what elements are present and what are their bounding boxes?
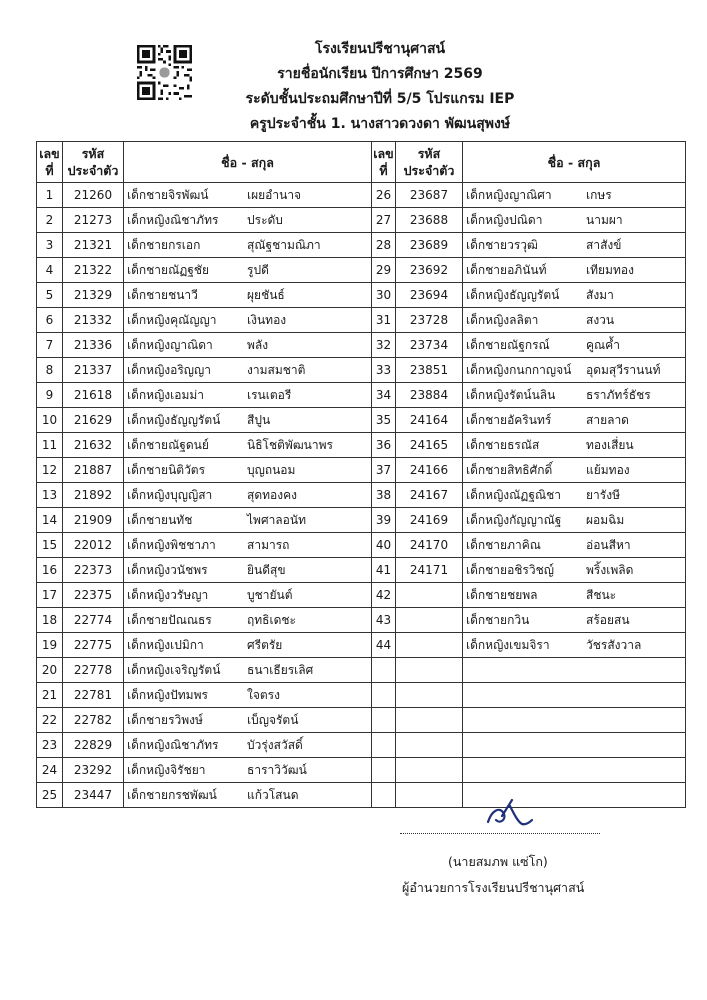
student-id: 23447 [63, 783, 124, 808]
row-number: 15 [37, 533, 63, 558]
first-name: เด็กหญิงณัฏฐณิชา [466, 487, 561, 502]
last-name: แย้มทอง [586, 462, 630, 477]
school-name: โรงเรียนปรีชานุศาสน์ [314, 41, 446, 57]
row-number [372, 783, 396, 808]
row-number: 43 [372, 608, 396, 633]
row-number: 32 [372, 333, 396, 358]
last-name: คูณค้ำ [586, 337, 620, 352]
first-name: เด็กชายกรเอก [127, 237, 201, 252]
table-row [37, 383, 686, 408]
first-name: เด็กชายรวิพงษ์ [127, 712, 203, 727]
last-name: อ่อนสีหา [586, 537, 631, 552]
first-name: เด็กหญิงปัทมพร [127, 687, 208, 702]
table-row [37, 308, 686, 333]
last-name: อุดมสุวีรานนท์ [586, 362, 661, 377]
student-id: 22373 [63, 558, 124, 583]
column-header-name: ชื่อ - สกุล [124, 142, 372, 183]
student-id: 22781 [63, 683, 124, 708]
last-name: พริ้งเพลิด [586, 562, 634, 577]
student-id: 21321 [63, 233, 124, 258]
row-number: 11 [37, 433, 63, 458]
row-number: 29 [372, 258, 396, 283]
last-name: งามสมชาติ [247, 362, 306, 377]
student-id [396, 633, 463, 658]
student-id [396, 583, 463, 608]
row-number: 31 [372, 308, 396, 333]
student-id: 24170 [396, 533, 463, 558]
last-name: พลัง [247, 337, 269, 352]
last-name: เงินทอง [247, 312, 287, 327]
row-number: 28 [372, 233, 396, 258]
first-name: เด็กชายวรวุฒิ [466, 237, 538, 252]
last-name: นิธิโชติพัฒนาพร [247, 437, 333, 452]
student-name [463, 483, 686, 508]
last-name: ยินดีสุข [247, 562, 286, 577]
first-name: เด็กหญิงธัญญรัตน์ [127, 412, 221, 427]
student-name [463, 183, 686, 208]
student-name [124, 183, 372, 208]
student-name [124, 308, 372, 333]
student-id: 22375 [63, 583, 124, 608]
class-level: ระดับชั้นประถมศึกษาปีที่ 5/5 โปรแกรม IEP [245, 91, 515, 107]
student-name [124, 333, 372, 358]
student-id: 21273 [63, 208, 124, 233]
first-name: เด็กหญิงกัญญาณัฐ [466, 512, 562, 527]
row-number: 4 [37, 258, 63, 283]
first-name: เด็กหญิงญาณิดา [127, 337, 213, 352]
table-row [37, 233, 686, 258]
student-id: 21337 [63, 358, 124, 383]
document-header [180, 37, 580, 137]
first-name: เด็กชายสิทธิศักดิ์ [466, 462, 553, 477]
row-number: 2 [37, 208, 63, 233]
student-id [396, 683, 463, 708]
table-header-row [37, 142, 686, 183]
first-name: เด็กชายณัฏฐชัย [127, 262, 210, 277]
student-name [124, 458, 372, 483]
student-name [124, 483, 372, 508]
student-name [463, 708, 686, 733]
first-name: เด็กหญิงเขมจิรา [466, 637, 550, 652]
student-id: 24169 [396, 508, 463, 533]
column-header-name: ชื่อ - สกุล [463, 142, 686, 183]
first-name: เด็กหญิงรัตน์นลิน [466, 387, 556, 402]
student-name [124, 358, 372, 383]
first-name: เด็กชายชยพล [466, 587, 538, 602]
row-number: 19 [37, 633, 63, 658]
first-name: เด็กหญิงปณิดา [466, 212, 543, 227]
student-id: 23692 [396, 258, 463, 283]
first-name: เด็กชายนิติวัตร [127, 462, 206, 477]
first-name: เด็กชายปัณณธร [127, 612, 212, 627]
row-number [372, 733, 396, 758]
student-name [124, 408, 372, 433]
student-id [396, 783, 463, 808]
last-name: สุดทองคง [247, 487, 297, 502]
last-name: ทองเสี่ยน [586, 437, 634, 452]
student-name [463, 333, 686, 358]
first-name: เด็กหญิงเจริญรัตน์ [127, 662, 221, 677]
last-name: ศรีตรัย [247, 637, 283, 652]
table-row [37, 783, 686, 808]
row-number: 13 [37, 483, 63, 508]
student-name [124, 533, 372, 558]
first-name: เด็กหญิงณิชาภัทร [127, 212, 219, 227]
student-id: 21618 [63, 383, 124, 408]
first-name: เด็กหญิงเปมิกา [127, 637, 204, 652]
student-id: 21260 [63, 183, 124, 208]
last-name: รูปดี [247, 262, 269, 277]
table-row [37, 583, 686, 608]
table-row [37, 258, 686, 283]
student-id: 21329 [63, 283, 124, 308]
row-number: 21 [37, 683, 63, 708]
row-number: 9 [37, 383, 63, 408]
row-number [372, 758, 396, 783]
row-number: 36 [372, 433, 396, 458]
student-id: 22775 [63, 633, 124, 658]
last-name: แก้วโสนด [247, 787, 299, 802]
first-name: เด็กชายณัฐดนย์ [127, 437, 209, 452]
student-name [463, 408, 686, 433]
student-id: 23687 [396, 183, 463, 208]
first-name: เด็กหญิงวรัษญา [127, 587, 209, 602]
table-row [37, 458, 686, 483]
table-row [37, 208, 686, 233]
last-name: เบ็ญจรัตน์ [247, 712, 299, 727]
student-id [396, 658, 463, 683]
student-id: 21336 [63, 333, 124, 358]
row-number: 40 [372, 533, 396, 558]
row-number: 27 [372, 208, 396, 233]
last-name: เผยอำนาจ [247, 187, 302, 202]
row-number: 42 [372, 583, 396, 608]
last-name: สาสังข์ [586, 237, 622, 252]
row-number: 22 [37, 708, 63, 733]
last-name: สีปูน [247, 412, 271, 427]
student-id: 24164 [396, 408, 463, 433]
last-name: ธนาเธียรเลิศ [247, 662, 314, 677]
student-id [396, 733, 463, 758]
student-name [463, 533, 686, 558]
student-id: 23688 [396, 208, 463, 233]
student-name [463, 233, 686, 258]
student-id: 21629 [63, 408, 124, 433]
last-name: สร้อยสน [586, 612, 630, 627]
table-row [37, 408, 686, 433]
row-number: 10 [37, 408, 63, 433]
last-name: ใจตรง [247, 687, 280, 702]
last-name: ผอมฉิม [586, 512, 625, 527]
student-name [463, 608, 686, 633]
student-name [124, 558, 372, 583]
row-number: 20 [37, 658, 63, 683]
first-name: เด็กชายอชิรวิชญ์ [466, 562, 554, 577]
student-id: 22782 [63, 708, 124, 733]
row-number: 6 [37, 308, 63, 333]
last-name: เรนเตอรี [247, 387, 292, 402]
last-name: เทียมทอง [586, 262, 634, 277]
table-row [37, 358, 686, 383]
student-id: 23689 [396, 233, 463, 258]
first-name: เด็กหญิงบุญญิสา [127, 487, 213, 502]
table-row [37, 183, 686, 208]
first-name: เด็กชายภาคิณ [466, 537, 541, 552]
row-number: 37 [372, 458, 396, 483]
first-name: เด็กชายกวิน [466, 612, 530, 627]
table-row [37, 508, 686, 533]
row-number: 26 [372, 183, 396, 208]
student-id: 22829 [63, 733, 124, 758]
student-name [463, 558, 686, 583]
student-id: 23734 [396, 333, 463, 358]
first-name: เด็กหญิงพิชชาภา [127, 537, 216, 552]
signer-title: ผู้อำนวยการโรงเรียนปรีชานุศาสน์ [402, 880, 585, 895]
table-row [37, 708, 686, 733]
student-name [124, 758, 372, 783]
row-number: 41 [372, 558, 396, 583]
student-id: 22012 [63, 533, 124, 558]
last-name: บัวรุ่งสวัสดิ์ [247, 737, 303, 752]
student-id: 21332 [63, 308, 124, 333]
student-name [463, 633, 686, 658]
student-name [124, 383, 372, 408]
last-name: สังมา [586, 287, 614, 302]
student-name [463, 733, 686, 758]
student-name [124, 708, 372, 733]
last-name: ธราภัทร์ธัชร [586, 387, 651, 402]
row-number: 44 [372, 633, 396, 658]
column-header-no: เลข ที่ [372, 142, 396, 183]
student-name [463, 383, 686, 408]
signature-image [478, 792, 538, 832]
student-id: 21909 [63, 508, 124, 533]
row-number: 34 [372, 383, 396, 408]
table-row [37, 608, 686, 633]
student-id: 23292 [63, 758, 124, 783]
student-id: 23851 [396, 358, 463, 383]
row-number: 24 [37, 758, 63, 783]
student-name [124, 658, 372, 683]
student-name [463, 658, 686, 683]
first-name: เด็กหญิงญาณิศา [466, 187, 552, 202]
column-header-id: รหัส ประจำตัว [396, 142, 463, 183]
table-row [37, 683, 686, 708]
student-id [396, 758, 463, 783]
table-row [37, 758, 686, 783]
last-name: สายลาด [586, 412, 629, 427]
student-name [124, 733, 372, 758]
table-row [37, 333, 686, 358]
last-name: สุณัฐชามณิภา [247, 237, 321, 252]
first-name: เด็กหญิงลลิตา [466, 312, 539, 327]
first-name: เด็กชายนทัช [127, 512, 193, 527]
table-row [37, 483, 686, 508]
first-name: เด็กหญิงณิชาภัทร [127, 737, 219, 752]
first-name: เด็กชายชนาวี [127, 287, 198, 302]
first-name: เด็กชายอภินันท์ [466, 262, 547, 277]
table-row [37, 658, 686, 683]
student-name [124, 433, 372, 458]
student-name [463, 258, 686, 283]
student-id: 22774 [63, 608, 124, 633]
student-name [124, 283, 372, 308]
table-row [37, 633, 686, 658]
first-name: เด็กหญิงอริญญา [127, 362, 211, 377]
list-title: รายชื่อนักเรียน ปีการศึกษา 2569 [277, 66, 483, 82]
student-id: 23728 [396, 308, 463, 333]
last-name: สามารถ [247, 537, 290, 552]
homeroom-teacher: ครูประจำชั้น 1. นางสาวดวงดา พัฒนสุพงษ์ [249, 116, 511, 132]
student-name [124, 508, 372, 533]
last-name: สีชนะ [586, 587, 617, 602]
student-name [463, 283, 686, 308]
student-id: 24171 [396, 558, 463, 583]
row-number: 3 [37, 233, 63, 258]
first-name: เด็กหญิงคุณัญญา [127, 312, 217, 327]
student-id: 24165 [396, 433, 463, 458]
student-name [463, 583, 686, 608]
student-name [463, 208, 686, 233]
row-number: 30 [372, 283, 396, 308]
last-name: ฤทธิเดชะ [247, 612, 296, 627]
student-id: 23694 [396, 283, 463, 308]
row-number: 18 [37, 608, 63, 633]
row-number: 33 [372, 358, 396, 383]
table-row [37, 283, 686, 308]
student-name [463, 508, 686, 533]
student-name [124, 783, 372, 808]
row-number: 35 [372, 408, 396, 433]
student-id: 24166 [396, 458, 463, 483]
last-name: สงวน [586, 312, 615, 327]
student-name [124, 583, 372, 608]
row-number [372, 683, 396, 708]
first-name: เด็กหญิงกนกกาญจน์ [466, 362, 572, 377]
last-name: ไพศาลอนัท [247, 512, 306, 527]
first-name: เด็กชายจิรพัฒน์ [127, 187, 209, 202]
first-name: เด็กชายกรชพัฒน์ [127, 787, 217, 802]
student-name [463, 683, 686, 708]
row-number: 39 [372, 508, 396, 533]
row-number: 25 [37, 783, 63, 808]
column-header-no: เลข ที่ [37, 142, 63, 183]
first-name: เด็กหญิงจิรัชยา [127, 762, 206, 777]
row-number: 17 [37, 583, 63, 608]
last-name: ธาราวิวัฒน์ [247, 762, 307, 777]
student-id: 21892 [63, 483, 124, 508]
student-name [124, 208, 372, 233]
row-number: 7 [37, 333, 63, 358]
first-name: เด็กหญิงเอมม่า [127, 387, 205, 402]
last-name: ยารังษี [586, 487, 620, 502]
first-name: เด็กหญิงธัญญรัตน์ [466, 287, 560, 302]
column-header-id: รหัส ประจำตัว [63, 142, 124, 183]
student-id [396, 708, 463, 733]
first-name: เด็กหญิงวนัชพร [127, 562, 208, 577]
signature-line [400, 833, 600, 834]
student-name [463, 458, 686, 483]
row-number: 14 [37, 508, 63, 533]
row-number: 1 [37, 183, 63, 208]
signer-name: (นายสมภพ แซ่โก) [448, 854, 548, 869]
row-number: 12 [37, 458, 63, 483]
table-row [37, 733, 686, 758]
student-id: 21887 [63, 458, 124, 483]
student-id: 24167 [396, 483, 463, 508]
first-name: เด็กชายณัฐกรณ์ [466, 337, 550, 352]
student-id: 22778 [63, 658, 124, 683]
row-number [372, 658, 396, 683]
last-name: บุญถนอม [247, 462, 296, 477]
row-number: 23 [37, 733, 63, 758]
table-row [37, 558, 686, 583]
student-name [124, 258, 372, 283]
student-table [36, 141, 686, 808]
row-number: 5 [37, 283, 63, 308]
student-id [396, 608, 463, 633]
student-name [124, 633, 372, 658]
student-name [463, 758, 686, 783]
student-name [124, 683, 372, 708]
last-name: นามผา [586, 212, 623, 227]
student-name [463, 308, 686, 333]
student-name [463, 358, 686, 383]
student-id: 21322 [63, 258, 124, 283]
table-row [37, 533, 686, 558]
last-name: วัชรสังวาล [586, 637, 642, 652]
last-name: ผุยชันธ์ [247, 287, 285, 302]
row-number: 38 [372, 483, 396, 508]
student-id: 23884 [396, 383, 463, 408]
last-name: ประดับ [247, 212, 283, 227]
row-number: 8 [37, 358, 63, 383]
row-number [372, 708, 396, 733]
first-name: เด็กชายอัครินทร์ [466, 412, 552, 427]
student-id: 21632 [63, 433, 124, 458]
row-number: 16 [37, 558, 63, 583]
student-name [124, 233, 372, 258]
last-name: บูชายันต์ [247, 587, 293, 602]
last-name: เกษร [586, 187, 612, 202]
first-name: เด็กชายธรณัส [466, 437, 540, 452]
table-row [37, 433, 686, 458]
student-name [463, 433, 686, 458]
student-name [124, 608, 372, 633]
